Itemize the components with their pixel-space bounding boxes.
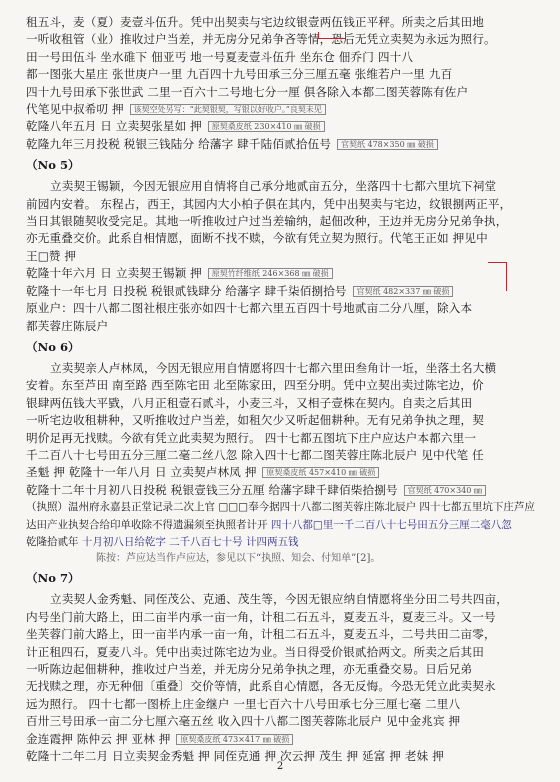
endorsement-text: 十月初八日给乾字 二千八百七十号 计四两五钱 — [81, 535, 299, 548]
text-line: 立卖契人金秀魁、同侄茂公、克通、茂生等，今因无银应纳自情愿将坐分田二号共四亩， — [50, 592, 509, 607]
text-line: 内号坐门前大路上，田二亩半内承一亩一角，计租二石五斗，夏麦五斗，夏麦三斗。又一号 — [26, 609, 496, 624]
execution-detail: 四十八都□里一千二百八十七号田五分三厘二毫八忽 — [270, 518, 512, 531]
text-line — [26, 136, 538, 153]
text-line — [26, 265, 538, 282]
execution-text: 达田产业执契合给印单收除不得遗漏须至执照者计开 — [26, 518, 268, 531]
witness-line: 代笔见中叔希叨 押 — [26, 102, 124, 117]
tax-line: 乾隆十二年十月初八日投税 税银壹钱三分五厘 给藩字肆千肆佰柴拾捌号 — [26, 482, 398, 497]
text-line: 前园内安着。 东程占，西王，其园内大小柏子俱在其内，凭中出契卖与宅边，纹银捌两正平， — [26, 196, 512, 211]
text-line: 百卅三号田承一亩二分七厘六毫五丝 收入四十八都二图芙蓉陈北辰户 见中金兆宾 押 — [26, 714, 461, 729]
text-line: 计正租四石，夏麦八斗。凭中出卖过陈宅边为业。当日得受价银贰拾两文。所卖之后其田 — [26, 644, 485, 659]
paper-note: 官契纸 470×340 ㎜ — [404, 485, 486, 496]
execution-line: （执照）温州府永嘉县正堂记录二次上官 □□□奉今据四十八都二图芙蓉庄陈北辰户 四十七都五里坑下庄芦应 — [26, 501, 535, 514]
text-line: 安着。东至芦田 南至路 西至陈宅田 北至陈家田，四至分明。凭中立契出卖过陈宅边，价 — [26, 378, 484, 393]
text-line: 王□赞 押 — [26, 248, 77, 263]
paper-note: 原契桑皮纸 457×410 ㎜ 破损 — [262, 467, 379, 478]
endorsement-label: 乾隆拾贰年 — [26, 535, 79, 548]
paper-note: 原契竹纤维纸 246×368 ㎜ 破损 — [208, 268, 333, 279]
editor-note: 陈按：芦应达当作卢应达，参见以下“执照、知会、付知单”[2]。 — [96, 553, 381, 565]
text-line: 一听收租管（业）推收过户当差，并无房分兄弟争吝等情，恐后无凭立卖契为永远为照行。 — [26, 32, 496, 47]
tax-line: 乾隆九年三月投税 税银三钱陆分 给藩字 肆千陆佰贰拾伍号 — [26, 136, 332, 151]
text-line — [26, 283, 538, 300]
section-continuation — [26, 14, 538, 153]
text-line: 都一图张大星庄 张世庚户一里 九百四十九号田承三分三厘五毫 张维若户一里 九百 — [26, 67, 453, 82]
section-heading: （No 6） — [26, 339, 80, 354]
text-line: 乾隆十二年二月 日立卖契金秀魁 押 同侄克通 押 次云押 茂生 押 延富 押 老妹 押 — [26, 749, 444, 764]
text-line: 四十九号田承下张世武 二里一百六十二号地七分一厘 俱各除入本都二图芙蓉陈有佐户 — [26, 84, 469, 99]
text-line: 坐芙蓉门前大路上，田一亩半内承一亩一角，计租二石五斗，夏麦五斗，二号共田二亩零， — [26, 627, 496, 642]
text-line — [26, 118, 538, 135]
section-heading: （No 5） — [26, 158, 80, 173]
date-line: 乾隆十年六月 日 立卖契王锡颖 押 — [26, 266, 202, 281]
endorsement-line — [26, 534, 538, 551]
section-heading: （No 7） — [26, 571, 80, 586]
text-line — [26, 464, 538, 481]
text-line: 明价足再无找赎。今欲有凭立此卖契为照行。 四十七都五图坑下庄户应达户本都六里一 — [26, 430, 477, 445]
tax-line: 乾隆十一年七月 日投税 税银贰钱肆分 给藩字 肆千柒佰捌拾号 — [26, 283, 347, 298]
text-line: 租五斗，麦（夏）麦壹斗伍升。凭中出契卖与宅边纹银壹两伍钱正平秤。所卖之后其田地 — [26, 15, 485, 29]
section-no7 — [26, 570, 538, 765]
section-no5 — [26, 157, 538, 335]
paper-note: 原契桑皮纸 230×410 ㎜ 破损 — [208, 121, 325, 132]
date-line: 乾隆八年五月 日 立卖契张星如 押 — [26, 119, 202, 134]
text-line: 原业户：四十八都二图社根庄张亦如四十七都六里五百四十号地贰亩二分八厘，除入本 — [26, 301, 473, 316]
text-line: 银肆两伍钱大平戥，八月正租壹石贰斗，小麦三斗，又相子壹株在契内。自卖之后其田 — [26, 395, 473, 410]
text-line: 亦无重叠交价。此系自相情愿，面断不找不赎，今欲有凭立契为照行。代笔王正如 押见中 — [26, 231, 488, 246]
witness-line: 金连霞押 陈仲云 押 亚林 押 — [26, 731, 171, 746]
paper-note: 官契纸 478×350 ㎜ 破损 — [337, 139, 438, 150]
text-line: 一听宅边收租耕种，又听推收过户当差，如租欠少又听起佃耕种。无有兄弟争执之理，契 — [26, 413, 485, 428]
execution-line — [26, 517, 538, 534]
text-line: 一听陈边起佃耕种，推收过户当差，并无房分兄弟争执之理，亦无重叠交易。日后兄弟 — [26, 662, 473, 676]
text-line: 立卖契王锡颖，今因无银应用自情将自己承分地贰亩五分，坐落四十七都六里坑下祠堂 — [50, 179, 497, 194]
text-line — [26, 731, 538, 748]
text-line: 田一号田伍斗 坐水碓下 佃亚丐 地一号夏麦壹斗伍升 坐东仓 佃乔门 四十八 — [26, 49, 414, 64]
date-line: 圣魁 押 乾隆十一年八月 日 立卖契卢林凤 押 — [26, 465, 257, 480]
text-line: 远为照行。 四十七都一图桥上庄金继户 一里七百六十八号田承七分三厘七毫 二里八 — [26, 696, 461, 711]
page-number: 2 — [276, 761, 284, 772]
text-line: 当日其银随契收受完足。其地一听推收过户过当差输纳，起佃改种，王边并无房分兄弟争执， — [26, 214, 508, 229]
text-line: 都芙蓉庄陈辰户 — [26, 318, 109, 333]
annotation-note: 该契空处另写：“此契银契，写银以好收户。”良契未见 — [130, 104, 326, 115]
text-line: 无找赎之理，亦无种佃〔重叠〕交价等情，此系自心情愿，各无反悔。今恐无凭立此卖契永 — [26, 679, 496, 694]
text-line — [26, 482, 538, 499]
section-no6 — [26, 339, 538, 566]
paper-note: 原契桑皮纸 473×417 ㎜ 破损 — [176, 734, 293, 745]
text-line — [26, 101, 538, 118]
paper-note: 官契纸 482×337 ㎜ 破损 — [353, 286, 454, 297]
text-line: 千二百八十七号田五分三厘二毫二丝八忽 除入四十七都二图芙蓉庄陈北辰户 见中代笔 任 — [26, 447, 484, 462]
text-line: 立卖契亲人卢林凤，今因无银应用自情愿将四十七都六里田叁角计一坵，坐落土名大横 — [50, 360, 497, 375]
